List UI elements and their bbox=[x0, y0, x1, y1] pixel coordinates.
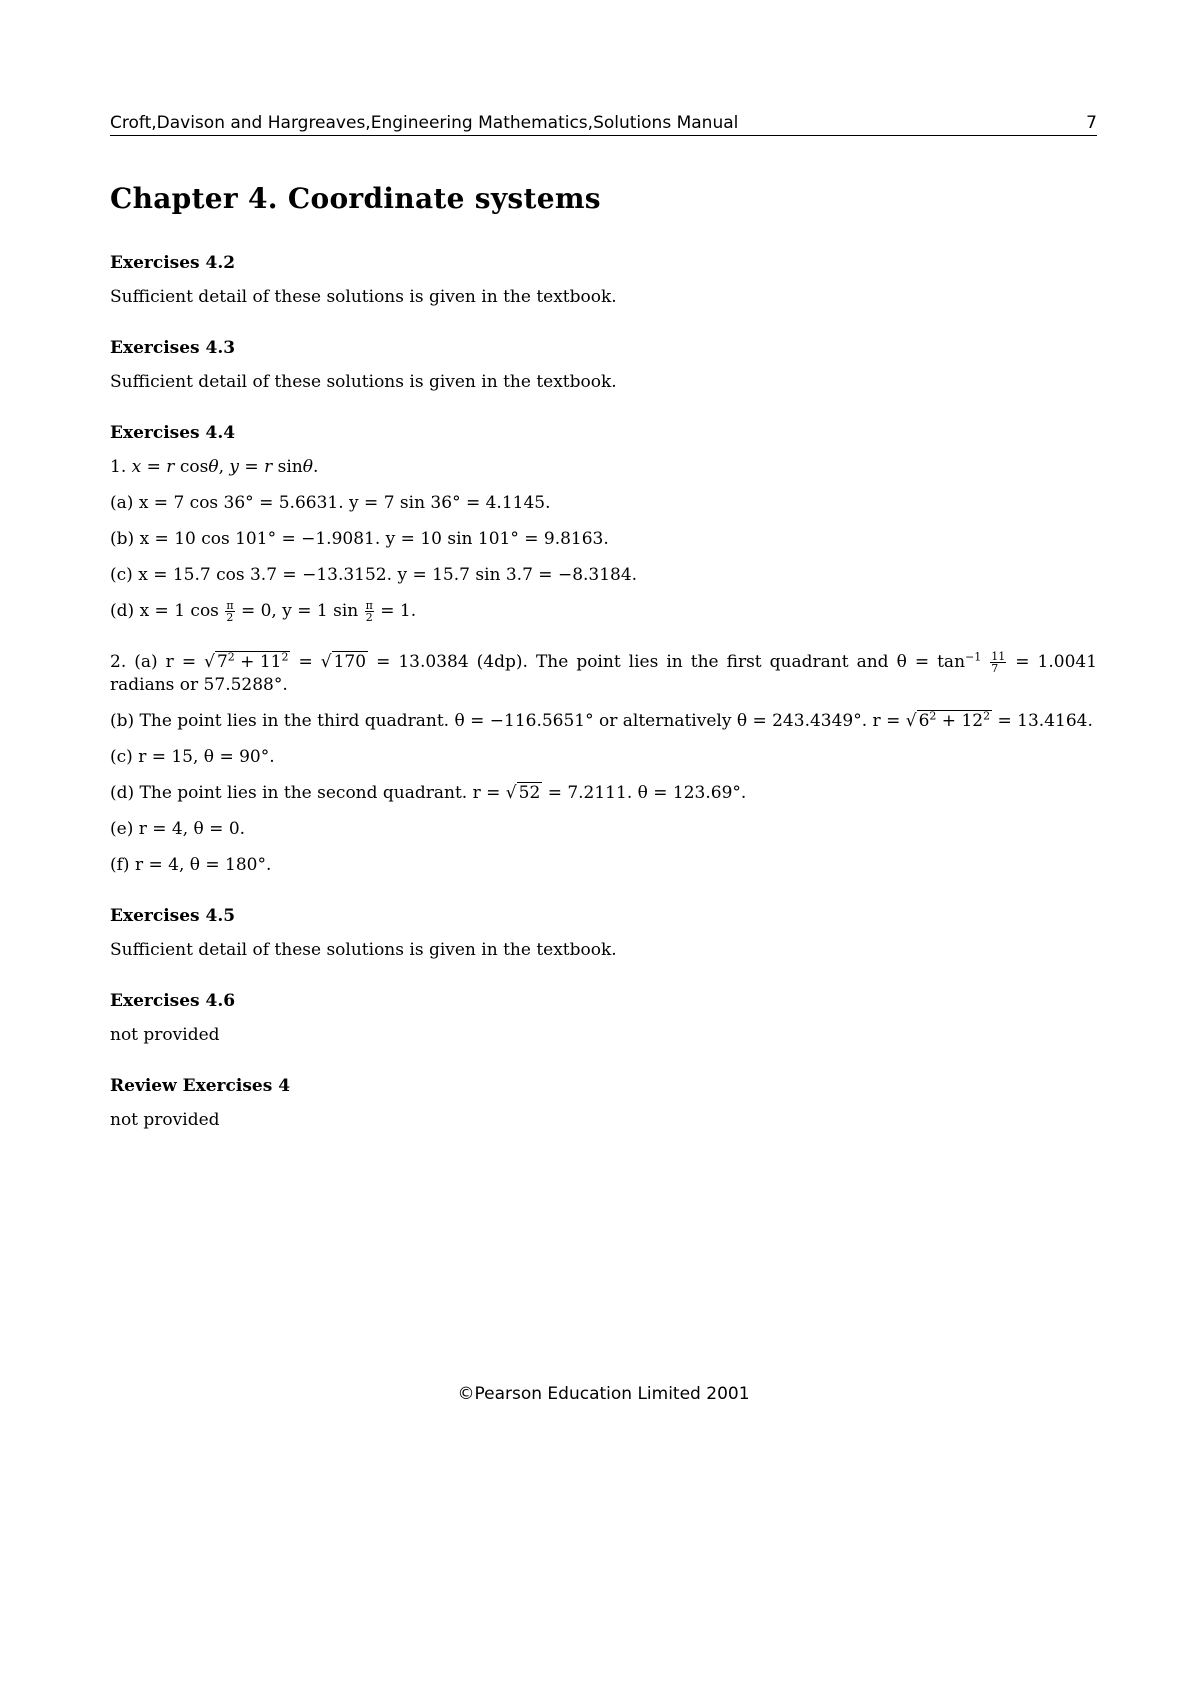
section-exercises-4-6 bbox=[110, 990, 1097, 1047]
square-root: √ $6^2 + 12^2$ bbox=[905, 709, 991, 731]
section-text: not provided bbox=[110, 1110, 220, 1130]
section-heading: Exercises 4.4 bbox=[110, 423, 236, 443]
q1-part-c: (c) x = 15.7 cos 3.7 = −13.3152. y = 15.7 sin 3.7 = −8.3184. bbox=[110, 565, 638, 585]
section-exercises-4-2 bbox=[110, 252, 1097, 309]
copyright-footer: ©Pearson Education Limited 2001 bbox=[457, 1384, 750, 1404]
section-heading: Exercises 4.3 bbox=[110, 338, 236, 358]
fraction: $\frac{\pi}{2}$ bbox=[365, 599, 373, 624]
section-exercises-4-4 bbox=[110, 422, 1097, 877]
section-text: not provided bbox=[110, 1025, 220, 1045]
q2-part-d: (d) The point lies in the second quadrant. r = √ 52 = 7.2111. θ = 123.69°. bbox=[110, 783, 747, 803]
q2-part-b: (b) The point lies in the third quadrant. θ = −116.5651° or alternatively θ = 243.4349°. r = √ $6^2 + 12^2 = 13.4164$. bbox=[110, 709, 1093, 731]
q2-part-a: 2. (a) r = √ $7^2 + 11^2$ = √ 170 = 13.0384 (4dp). The point lies in the first quadrant and $\theta = \tan^{-1}$ $\frac{11}{7}$ = 1.0041 radians or 57.5288°. bbox=[110, 650, 1098, 695]
page-number: 7 bbox=[1086, 113, 1097, 133]
q1-intro: 1. x = r cosθ, y = r sinθ. bbox=[110, 457, 319, 477]
running-header bbox=[110, 113, 1097, 136]
content bbox=[110, 252, 1097, 1160]
section-review-exercises-4 bbox=[110, 1075, 1097, 1132]
section-heading: Exercises 4.5 bbox=[110, 906, 236, 926]
section-text: Sufficient detail of these solutions is given in the textbook. bbox=[110, 287, 617, 307]
square-root: √ 170 bbox=[320, 652, 367, 672]
q1-part-b: (b) x = 10 cos 101° = −1.9081. y = 10 sin 101° = 9.8163. bbox=[110, 529, 609, 549]
square-root: √ $7^2 + 11^2$ bbox=[204, 650, 289, 672]
section-heading: Exercises 4.6 bbox=[110, 991, 236, 1011]
square-root: √ 52 bbox=[505, 783, 541, 803]
section-text: Sufficient detail of these solutions is given in the textbook. bbox=[110, 940, 617, 960]
running-title: Croft,Davison and Hargreaves,Engineering Mathematics,Solutions Manual bbox=[110, 113, 739, 133]
section-exercises-4-5 bbox=[110, 905, 1097, 962]
section-heading: Review Exercises 4 bbox=[110, 1076, 291, 1096]
q2-part-e: (e) r = 4, θ = 0. bbox=[110, 819, 246, 839]
q2-part-f: (f) r = 4, θ = 180°. bbox=[110, 855, 272, 875]
fraction: $\frac{\pi}{2}$ bbox=[226, 599, 234, 624]
chapter-title: Chapter 4. Coordinate systems bbox=[110, 182, 601, 215]
q1-part-a: (a) x = 7 cos 36° = 5.6631. y = 7 sin 36° = 4.1145. bbox=[110, 493, 551, 513]
fraction: $\frac{11}{7}$ bbox=[991, 650, 1006, 675]
section-exercises-4-3 bbox=[110, 337, 1097, 394]
q1-part-d: (d) x = 1 cos $\frac{\pi}{2}$ = 0, y = 1 sin $\frac{\pi}{2}$ = 1. bbox=[110, 599, 417, 624]
q2-part-c: (c) r = 15, θ = 90°. bbox=[110, 747, 275, 767]
section-heading: Exercises 4.2 bbox=[110, 253, 236, 273]
section-text: Sufficient detail of these solutions is given in the textbook. bbox=[110, 372, 617, 392]
